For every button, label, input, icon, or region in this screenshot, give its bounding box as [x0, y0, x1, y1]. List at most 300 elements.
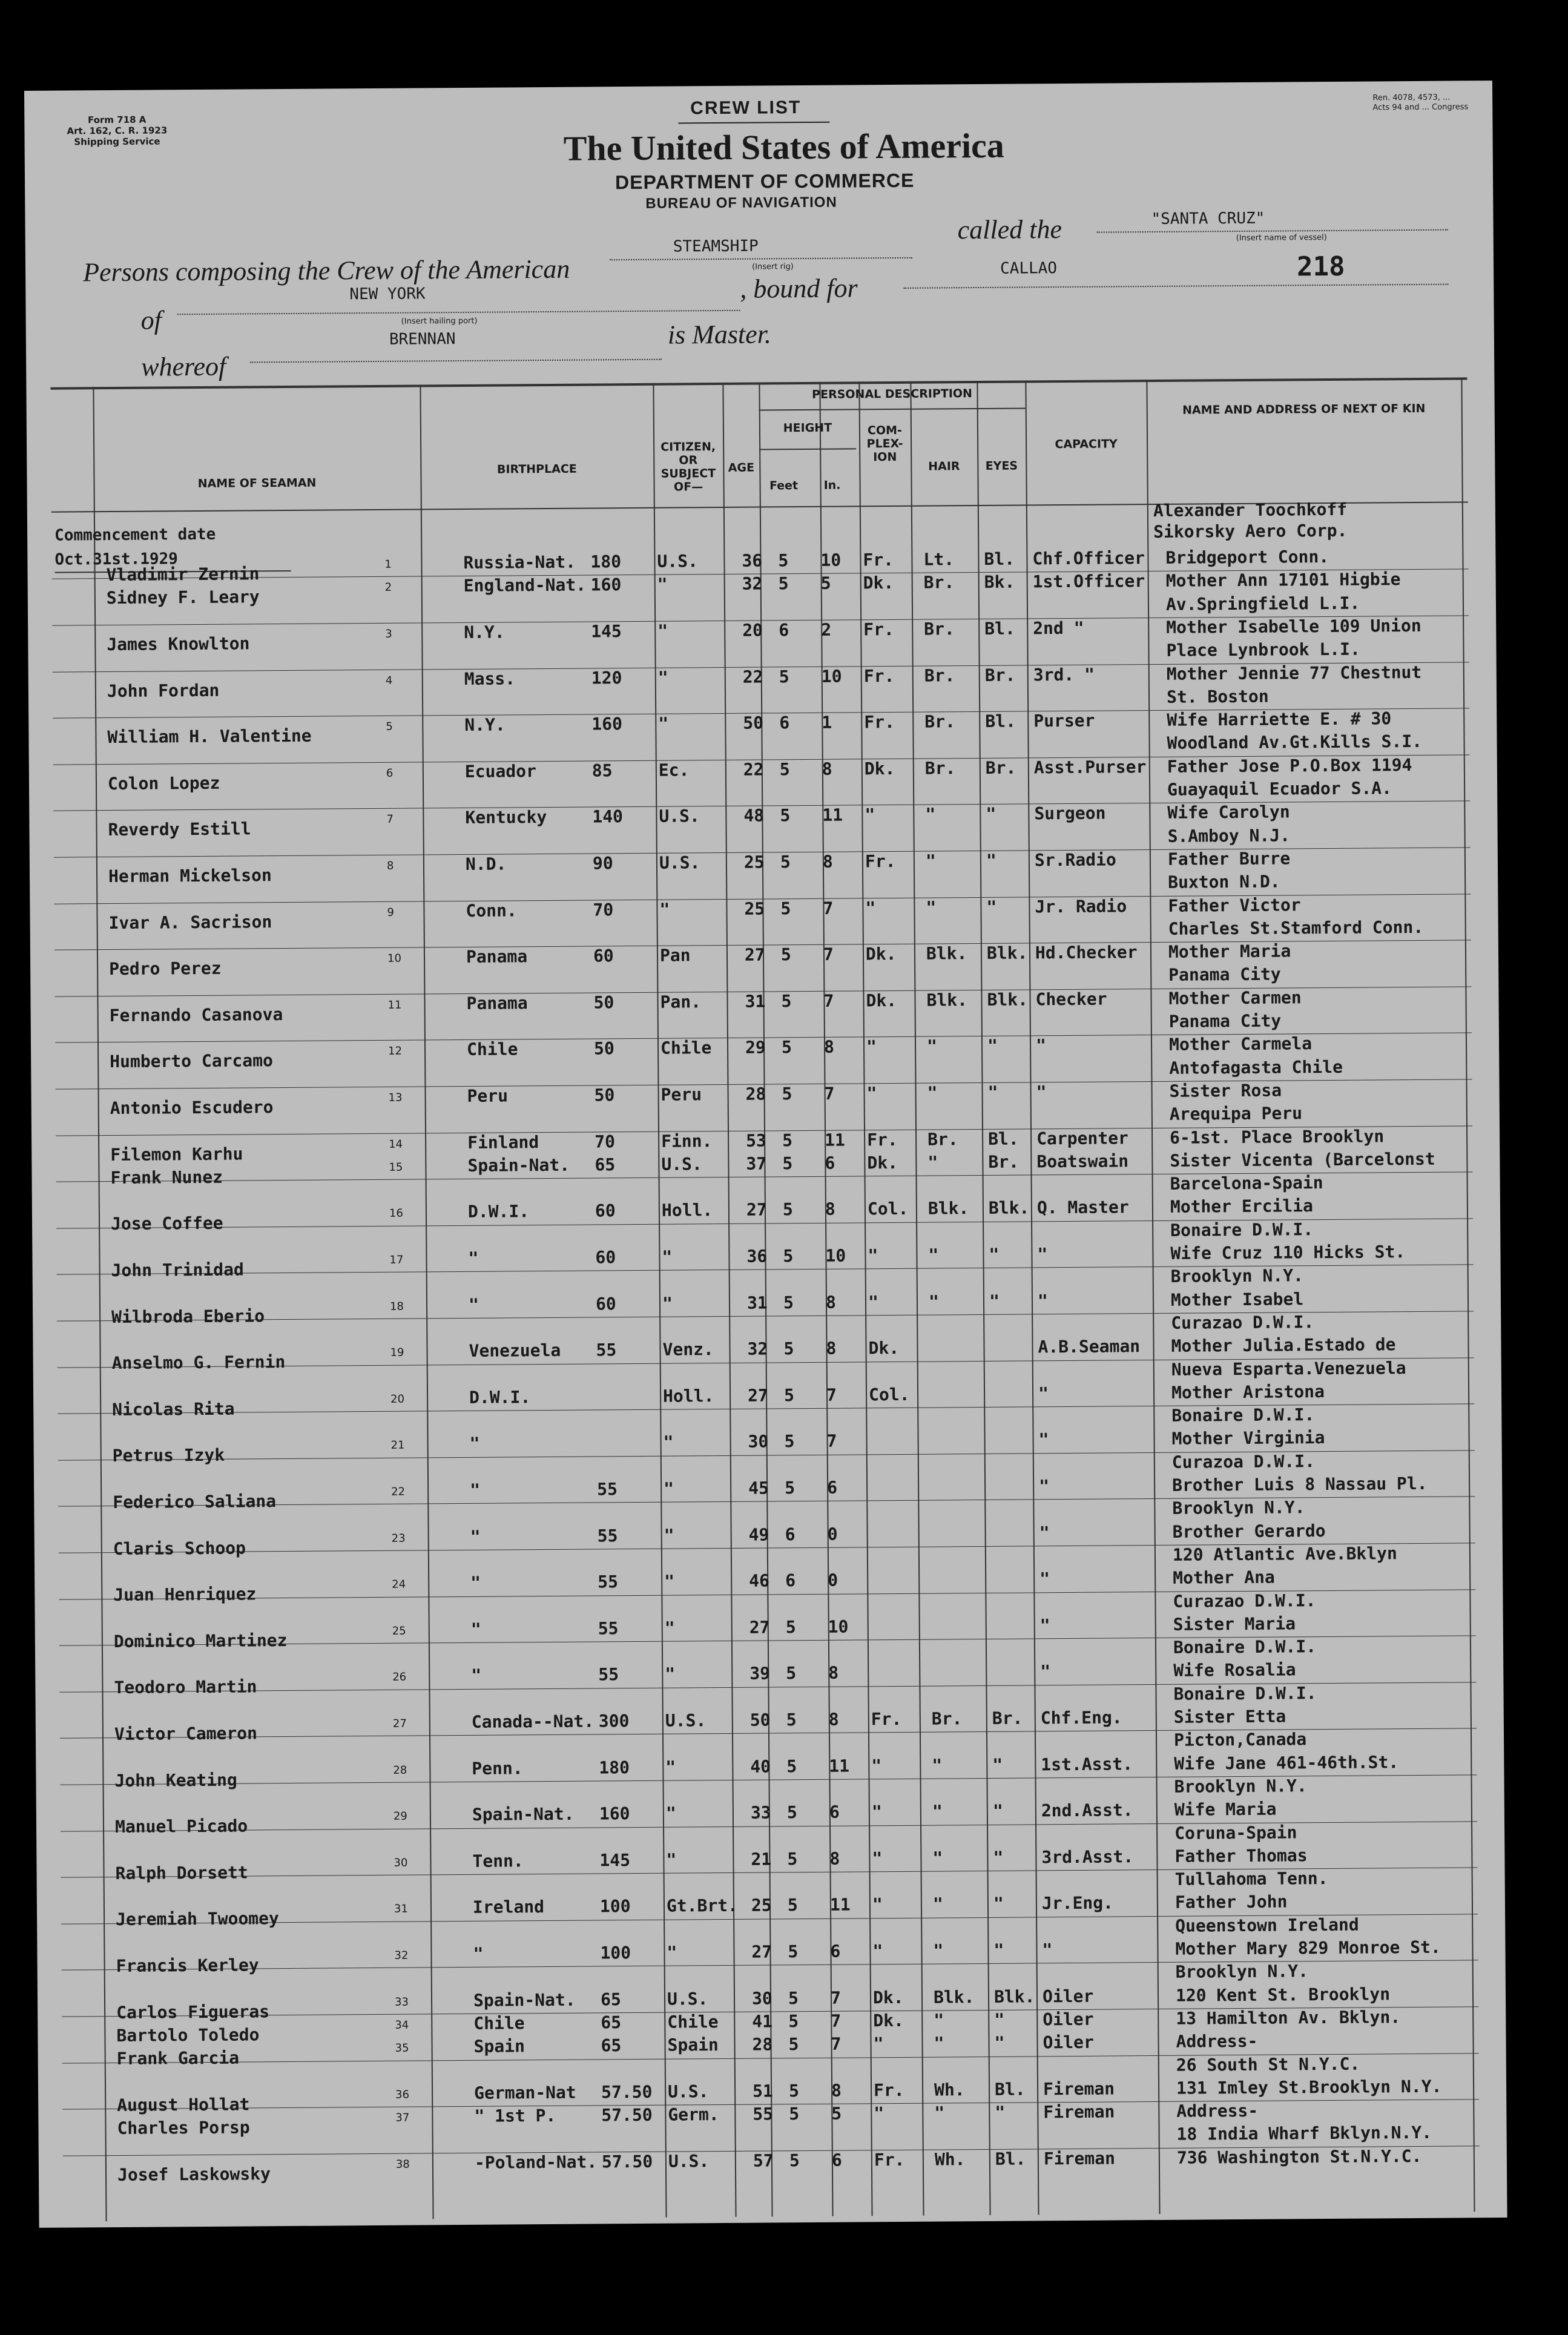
cell-no: 9: [387, 906, 395, 919]
cell-kin: Mother Carmela: [1168, 1033, 1313, 1055]
header-personal-description: PERSONAL DESCRIPTION: [812, 387, 972, 401]
cell-cap: Fireman: [1043, 2078, 1115, 2100]
commencement-date: Oct.31st.1929: [54, 550, 179, 569]
cell-cit: ": [665, 1803, 676, 1823]
cell-kin: S.Amboy N.J.: [1167, 825, 1291, 846]
cell-in: 7: [826, 1431, 837, 1452]
cell-cap: 2nd.Asst.: [1041, 1800, 1133, 1821]
cell-comp: Dk.: [865, 944, 897, 964]
cell-wt: 70: [593, 899, 614, 920]
cell-hair: Wh.: [934, 2149, 966, 2170]
cell-name: Herman Mickelson: [108, 865, 272, 886]
cell-kin: Panama City: [1168, 1010, 1282, 1032]
cell-name: Nicolas Rita: [112, 1398, 235, 1420]
cell-comp: ": [872, 1941, 883, 1961]
cell-comp: Col.: [868, 1384, 910, 1405]
cell-wt: 160: [590, 575, 622, 595]
cell-birth: Russia-Nat.: [463, 552, 576, 573]
cell-cit: ": [664, 1525, 674, 1546]
divider: [678, 122, 829, 124]
cell-kin: Mother Jennie 77 Chestnut: [1166, 662, 1422, 684]
cell-kin: 26 South St N.Y.C.: [1176, 2053, 1360, 2075]
cell-cit: Chile: [667, 2011, 719, 2032]
cell-hair: Lt.: [923, 549, 955, 570]
cell-in: 6: [830, 1941, 841, 1961]
cell-age: 51: [752, 2081, 773, 2101]
cell-eyes: ": [995, 2102, 1006, 2123]
cell-in: 7: [823, 990, 834, 1011]
cell-wt: 50: [593, 1038, 614, 1059]
header-age: AGE: [728, 461, 755, 475]
cell-kin: Woodland Av.Gt.Kills S.I.: [1167, 731, 1423, 754]
cell-name: James Knowlton: [107, 633, 250, 654]
cell-eyes: Br.: [984, 665, 1016, 685]
cell-cap: 3rd.Asst.: [1041, 1846, 1134, 1868]
cell-kin: Mother Isabelle 109 Union: [1166, 615, 1421, 637]
cell-kin: Buxton N.D.: [1168, 871, 1280, 893]
cell-hair: ": [928, 1291, 939, 1312]
cell-ft: 5: [788, 2080, 800, 2101]
cell-kin: Nueva Esparta.Venezuela: [1171, 1357, 1406, 1380]
cell-age: 29: [745, 1037, 766, 1058]
cell-wt: 57.50: [601, 2151, 653, 2172]
cell-eyes: ": [993, 1847, 1004, 1868]
cell-cit: ": [662, 1247, 673, 1267]
cell-ft: 5: [788, 2011, 799, 2032]
cell-kin: Wife Jane 461-46th.St.: [1174, 1751, 1399, 1774]
cell-eyes: Blk.: [987, 989, 1029, 1010]
cell-cap: Oiler: [1043, 2009, 1094, 2030]
cell-cit: Pan: [659, 945, 691, 966]
crew-list-title: CREW LIST: [690, 97, 802, 119]
cell-age: 30: [751, 1988, 772, 2009]
cell-name: Reverdy Estill: [108, 818, 251, 840]
cell-comp: ": [868, 1291, 878, 1312]
cell-kin: Charles St.Stamford Conn.: [1168, 917, 1424, 939]
cell-cit: U.S.: [659, 806, 700, 827]
cell-wt: 57.50: [601, 2104, 653, 2126]
cell-name: Frank Nunez: [110, 1167, 223, 1188]
cell-ft: 5: [780, 944, 791, 965]
cell-age: 40: [750, 1756, 771, 1777]
cell-eyes: ": [994, 2032, 1005, 2053]
cell-hair: Br.: [924, 619, 955, 639]
cell-ft: 5: [783, 1385, 795, 1406]
cell-birth: Panama: [466, 992, 528, 1013]
cell-comp: ": [868, 1245, 878, 1266]
cell-hair: ": [927, 1152, 938, 1173]
cell-name: Francis Kerley: [116, 1955, 259, 1977]
cell-cap: 3rd. ": [1033, 664, 1095, 685]
cell-eyes: ": [992, 1800, 1003, 1822]
cell-eyes: ": [989, 1244, 1000, 1265]
cell-in: 7: [823, 944, 834, 964]
cell-no: 14: [389, 1138, 403, 1151]
header-birthplace: BIRTHPLACE: [496, 462, 577, 476]
cell-comp: ": [874, 2103, 884, 2124]
cell-eyes: ": [993, 1894, 1004, 1914]
cell-name: Juan Henriquez: [113, 1584, 257, 1606]
cell-age: 30: [748, 1431, 769, 1452]
cell-cit: ": [664, 1571, 675, 1592]
cell-name: John Fordan: [107, 680, 220, 701]
cell-kin: Wife Cruz 110 Hicks St.: [1170, 1242, 1406, 1263]
cell-age: 22: [743, 759, 764, 780]
cell-age: 32: [747, 1339, 768, 1359]
cell-name: Filemon Karhu: [110, 1144, 243, 1165]
cell-cit: Pan.: [660, 991, 702, 1012]
cell-cit: U.S.: [665, 1710, 707, 1731]
cell-ft: 5: [787, 1848, 798, 1869]
header-feet: Feet: [769, 479, 799, 493]
cell-ft: 5: [781, 990, 792, 1011]
cell-birth: German-Nat: [473, 2082, 576, 2103]
cell-hair: Blk.: [927, 1198, 969, 1219]
cell-comp: ": [871, 1755, 882, 1776]
cell-name: Ralph Dorsett: [115, 1862, 248, 1883]
cell-eyes: ": [987, 1036, 998, 1056]
cell-age: 32: [742, 573, 763, 594]
cell-cit: U.S.: [667, 1988, 708, 2009]
cell-birth: Chile: [466, 1039, 518, 1060]
cell-age: 39: [749, 1663, 771, 1684]
cell-wt: 60: [595, 1293, 616, 1314]
cell-cit: ": [665, 1757, 676, 1777]
commencement-label: Commencement date: [54, 525, 216, 545]
cell-cit: ": [657, 621, 668, 641]
cell-birth: ": [468, 1294, 479, 1315]
page-number: 218: [1296, 251, 1345, 283]
cell-hair: ": [925, 851, 936, 871]
cell-hair: ": [928, 1245, 939, 1265]
cell-kin: Bridgeport Conn.: [1165, 546, 1329, 568]
cell-in: 6: [825, 1153, 835, 1173]
cell-cit: U.S.: [667, 2081, 709, 2102]
cell-comp: ": [871, 1802, 882, 1822]
cell-cap: Checker: [1035, 989, 1107, 1010]
cell-kin: Guayaquil Ecuador S.A.: [1167, 778, 1392, 800]
cell-ft: 5: [789, 2104, 800, 2124]
cell-hair: Br.: [923, 572, 955, 593]
cell-wt: 65: [600, 1989, 621, 2010]
cell-no: 10: [387, 952, 402, 965]
cell-cit: Germ.: [668, 2104, 719, 2125]
cell-eyes: ": [992, 1754, 1003, 1775]
cell-in: 0: [828, 1570, 838, 1590]
cell-hair: Br.: [924, 757, 956, 779]
cell-birth: Ecuador: [464, 760, 536, 782]
cell-kin: Bonaire D.W.I.: [1170, 1219, 1314, 1240]
cell-no: 33: [394, 1995, 409, 2009]
cell-no: 37: [395, 2111, 410, 2124]
cell-no: 29: [393, 1810, 407, 1823]
cell-age: 50: [749, 1710, 771, 1730]
cell-name: Federico Saliana: [113, 1491, 277, 1513]
rig-line: [610, 257, 912, 260]
cell-in: 10: [821, 666, 842, 687]
cell-comp: ": [866, 1083, 877, 1104]
cell-age: 25: [751, 1895, 772, 1916]
port-note: (Insert hailing port): [401, 316, 478, 326]
cell-hair: ": [926, 897, 937, 918]
cell-no: 5: [386, 720, 393, 733]
cell-birth: Tenn.: [472, 1851, 524, 1871]
cell-in: 7: [831, 2034, 842, 2054]
cell-age: 50: [743, 713, 764, 733]
cell-in: 8: [823, 1036, 835, 1058]
hailing-port: NEW YORK: [349, 285, 426, 304]
vessel-note: (Insert name of vessel): [1236, 232, 1327, 243]
cell-cap: Boatswain: [1036, 1151, 1129, 1172]
cell-hair: Br.: [924, 665, 955, 686]
crew-list-document: [24, 81, 1507, 2228]
cell-ft: 5: [782, 1153, 793, 1174]
cell-kin: Sister Rosa: [1169, 1080, 1282, 1101]
cell-in: 8: [829, 1848, 840, 1869]
cell-age: 27: [751, 1941, 772, 1962]
cell-comp: ": [866, 1036, 877, 1057]
cell-ft: 5: [788, 1988, 799, 2008]
master-line: [250, 359, 662, 363]
cell-cit: U.S.: [661, 1154, 702, 1174]
cell-birth: Spain-Nat.: [473, 1989, 576, 2011]
cell-in: 8: [828, 1709, 839, 1730]
cell-name: Vladimir Zernin: [106, 564, 260, 585]
cell-birth: Kentucky: [465, 807, 547, 828]
cell-cap: Carpenter: [1036, 1127, 1128, 1148]
cell-kin: Mother Maria: [1168, 941, 1291, 962]
cell-cap: ": [1035, 1035, 1047, 1056]
cell-hair: ": [932, 1848, 943, 1868]
cell-age: 21: [751, 1849, 772, 1869]
cell-birth: Mass.: [464, 668, 516, 689]
cell-ft: 5: [787, 1895, 798, 1915]
cell-birth: ": [469, 1434, 480, 1454]
kin-line: Alexander Toochkoff: [1153, 499, 1348, 521]
cell-ft: 5: [780, 852, 791, 872]
header-hair: HAIR: [928, 459, 960, 473]
cell-no: 15: [389, 1161, 403, 1174]
column-rule: [1461, 377, 1475, 2211]
cell-kin: Sister Maria: [1173, 1613, 1296, 1635]
port-line: [177, 310, 740, 315]
cell-eyes: ": [986, 850, 996, 871]
cell-cit: Finn.: [661, 1130, 713, 1151]
cell-in: 1: [822, 712, 832, 733]
cell-no: 12: [388, 1044, 403, 1058]
column-rule: [93, 387, 107, 2221]
cell-ft: 5: [782, 1130, 793, 1150]
cell-eyes: Bl.: [995, 2149, 1026, 2169]
cell-ft: 5: [780, 805, 791, 826]
cell-ft: 6: [779, 713, 790, 733]
cell-birth: Spain: [473, 2036, 525, 2057]
cell-wt: 65: [601, 2012, 622, 2033]
cell-kin: Antofagasta Chile: [1169, 1056, 1343, 1078]
cell-name: Colon Lopez: [107, 772, 220, 794]
cell-cit: Ec.: [658, 760, 690, 780]
cell-cit: ": [664, 1478, 674, 1499]
cell-cit: ": [667, 1942, 677, 1963]
crew-table: [24, 81, 1492, 91]
cell-name: Josef Laskowsky: [117, 2163, 271, 2185]
vessel-name: "SANTA CRUZ": [1151, 209, 1265, 229]
cell-age: 49: [748, 1524, 769, 1545]
cell-birth: ": [471, 1665, 482, 1686]
cell-birth: Venezuela: [469, 1340, 561, 1362]
personal-rule: [759, 407, 1026, 410]
cell-name: Bartolo Toledo: [116, 2024, 260, 2046]
cell-no: 7: [386, 813, 394, 826]
cell-wt: 85: [591, 760, 613, 781]
cell-age: 31: [746, 1293, 768, 1313]
cell-no: 38: [395, 2158, 410, 2171]
cell-kin: Address-: [1176, 2100, 1259, 2121]
cell-cit: ": [657, 667, 668, 688]
cell-no: 36: [395, 2088, 410, 2101]
header-next-of-kin: NAME AND ADDRESS OF NEXT OF KIN: [1182, 401, 1426, 417]
form-number-line: Shipping Service: [74, 136, 160, 148]
cell-cap: Sr.Radio: [1034, 849, 1116, 871]
cell-birth: Penn.: [472, 1757, 523, 1779]
cell-comp: ": [865, 897, 876, 918]
cell-birth: Ireland: [472, 1897, 545, 1918]
cell-birth: ": [470, 1526, 481, 1547]
cell-cap: ": [1039, 1615, 1050, 1636]
cell-kin: Brooklyn N.Y.: [1172, 1497, 1305, 1519]
cell-kin: Mother Ercilia: [1170, 1196, 1314, 1217]
cell-name: Jeremiah Twoomey: [115, 1908, 279, 1930]
cell-ft: 5: [781, 1037, 792, 1058]
cell-kin: St. Boston: [1166, 686, 1269, 707]
cell-hair: Blk.: [933, 1986, 975, 2007]
cell-birth: Spain-Nat.: [472, 1803, 575, 1825]
cell-cit: U.S.: [657, 551, 699, 571]
cell-eyes: Bl.: [984, 618, 1015, 639]
cell-cap: ": [1039, 1522, 1050, 1543]
cell-wt: 70: [595, 1131, 615, 1151]
cell-cap: Asst.Purser: [1033, 756, 1147, 778]
cell-in: 10: [828, 1616, 849, 1637]
cell-kin: Father Thomas: [1174, 1845, 1308, 1866]
cell-hair: ": [926, 1036, 938, 1056]
cell-in: 5: [831, 2103, 842, 2124]
cell-kin: Av.Springfield L.I.: [1165, 593, 1360, 614]
cell-ft: 5: [780, 898, 791, 918]
cell-kin: Mother Aristona: [1171, 1381, 1325, 1403]
cell-cap: Hd.Checker: [1035, 942, 1138, 963]
cell-ft: 6: [785, 1570, 796, 1591]
cell-birth: Canada--Nat.: [471, 1711, 595, 1732]
cell-kin: Sister Etta: [1173, 1706, 1286, 1727]
cell-ft: 5: [788, 2034, 799, 2055]
cell-age: 27: [747, 1385, 768, 1406]
cell-comp: Dk.: [868, 1338, 900, 1359]
cell-hair: Br.: [931, 1708, 963, 1729]
cell-name: Victor Cameron: [114, 1723, 258, 1745]
cell-age: 45: [748, 1478, 769, 1498]
cell-cit: ": [659, 899, 670, 920]
form-number: [67, 114, 167, 147]
cell-comp: Dk.: [867, 1152, 898, 1173]
cell-kin: Panama City: [1168, 964, 1281, 986]
cell-eyes: Blk.: [988, 1197, 1030, 1219]
cell-name: Humberto Carcamo: [110, 1050, 274, 1072]
cell-kin: Coruna-Spain: [1174, 1822, 1297, 1843]
cell-comp: Dk.: [873, 2010, 904, 2031]
cell-name: John Keating: [114, 1770, 237, 1791]
cell-no: 4: [385, 674, 393, 687]
cell-birth: Conn.: [466, 900, 517, 921]
column-rule: [1146, 380, 1160, 2214]
cell-wt: 180: [590, 552, 622, 572]
cell-age: 46: [749, 1570, 770, 1591]
header-height: HEIGHT: [783, 421, 832, 435]
vessel-line: [1097, 229, 1448, 233]
cell-ft: 5: [782, 1199, 793, 1220]
cell-cit: ": [663, 1432, 674, 1453]
cell-name: Pedro Perez: [109, 958, 222, 980]
cell-comp: Dk.: [864, 758, 895, 779]
cell-cap: 1st.Officer: [1032, 571, 1145, 592]
cell-wt: 100: [600, 1943, 631, 1963]
cell-in: 7: [830, 1988, 841, 2008]
cell-name: Teodoro Martin: [114, 1676, 257, 1698]
cell-ft: 5: [783, 1339, 794, 1359]
cell-comp: ": [872, 1848, 883, 1869]
cell-kin: Arequipa Peru: [1169, 1103, 1303, 1125]
cell-comp: Fr.: [874, 2149, 905, 2170]
cell-no: 30: [394, 1856, 408, 1869]
whereof-label: whereof: [141, 351, 226, 382]
cell-hair: Blk.: [926, 989, 968, 1010]
cell-wt: 90: [592, 853, 613, 874]
cell-name: Carlos Figueras: [116, 2001, 270, 2023]
cell-no: 22: [391, 1485, 406, 1498]
cell-comp: Fr.: [863, 665, 895, 686]
cell-wt: 55: [598, 1572, 619, 1592]
cell-wt: 55: [598, 1664, 619, 1685]
cell-no: 16: [389, 1207, 403, 1220]
cell-birth: Peru: [467, 1085, 509, 1106]
cell-kin: Brother Luis 8 Nassau Pl.: [1172, 1473, 1428, 1495]
cell-in: 7: [826, 1385, 837, 1405]
cell-comp: ": [873, 2034, 884, 2054]
cell-birth: D.W.I.: [469, 1387, 531, 1408]
cell-cap: Q. Master: [1036, 1197, 1129, 1218]
cell-cit: ": [665, 1664, 676, 1685]
cell-name: Petrus Izyk: [112, 1445, 225, 1466]
cell-eyes: Bl.: [984, 548, 1015, 569]
cell-cap: Jr. Radio: [1035, 895, 1127, 917]
cell-ft: 5: [786, 1663, 797, 1684]
column-rule: [722, 383, 736, 2217]
cell-name: August Hollat: [117, 2094, 250, 2115]
cell-kin: Wife Rosalia: [1173, 1659, 1296, 1681]
cell-no: 34: [395, 2018, 409, 2032]
cell-kin: Mother Isabel: [1170, 1288, 1304, 1310]
cell-name: Charles Porsp: [117, 2117, 250, 2139]
cell-eyes: ": [989, 1291, 1000, 1311]
cell-in: 6: [831, 2150, 842, 2170]
cell-in: 8: [825, 1292, 836, 1312]
cell-cit: ": [662, 1293, 673, 1314]
cell-kin: Wife Harriette E. # 30: [1167, 708, 1392, 730]
cell-wt: 160: [599, 1803, 630, 1824]
cell-kin: Mother Julia.Estado de: [1171, 1334, 1396, 1357]
cell-kin: Father Victor: [1168, 894, 1301, 916]
cell-wt: 160: [591, 714, 623, 734]
